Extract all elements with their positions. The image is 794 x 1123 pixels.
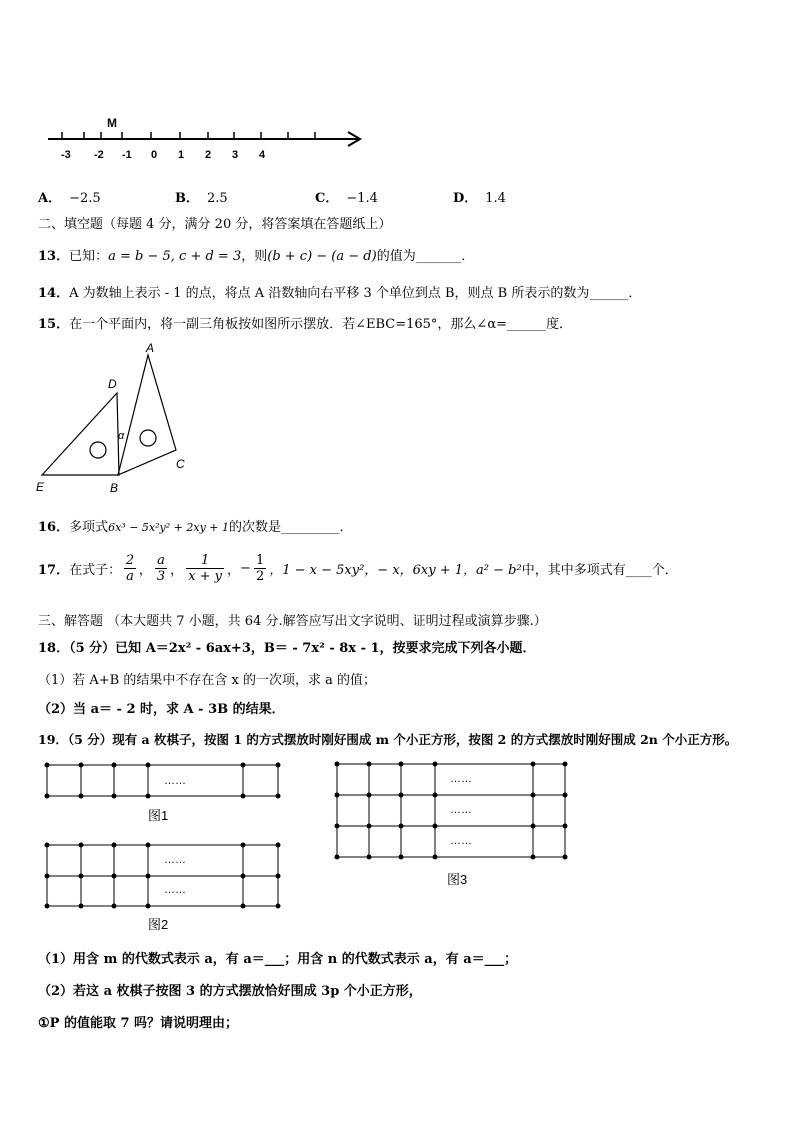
- question-19-part1: （1）用含 m 的代数式表示 a，有 a＝___；用含 n 的代数式表示 a，有 a＝___；: [38, 952, 518, 967]
- svg-text:……: ……: [450, 835, 472, 847]
- svg-text:……: ……: [164, 854, 186, 866]
- svg-text:B: B: [110, 481, 119, 495]
- svg-text:C: C: [176, 457, 185, 471]
- tick-label: 0: [151, 149, 158, 161]
- question-19-part2: （2）若这 a 枚棋子按图 3 的方式摆放恰好围成 3p 个小正方形，: [38, 984, 422, 999]
- question-18: 18．（5 分）已知 A＝2x² - 6ax+3，B＝ - 7x² - 8x - 1，按要求完成下列各小题．: [38, 641, 536, 656]
- svg-text:A: A: [146, 341, 155, 355]
- figure-1-label: 图1: [148, 808, 169, 823]
- option-letter: A．: [38, 191, 62, 206]
- svg-text:……: ……: [450, 773, 472, 785]
- question-19: 19．（5 分）现有 a 枚棋子，按图 1 的方式摆放时刚好围成 m 个小正方形，按图 2 的方式摆放时刚好围成 2n 个小正方形。: [38, 732, 738, 747]
- svg-text:D: D: [108, 377, 117, 391]
- triangle-figure: [30, 338, 200, 498]
- section-heading-fill: 二、填空题（每题 4 分，满分 20 分，将答案填在答题纸上）: [38, 217, 392, 232]
- tick-label: 1: [178, 149, 185, 161]
- option-value: 1.4: [485, 191, 506, 206]
- option-value: −1.4: [346, 191, 378, 206]
- tick-label: 4: [259, 149, 266, 161]
- option-letter: B．: [175, 191, 199, 206]
- tick-label: -1: [122, 149, 132, 161]
- svg-text:……: ……: [164, 775, 186, 787]
- question-14: 14．A 为数轴上表示 - 1 的点，将点 A 沿数轴向右平移 3 个单位到点 B，则点 B 所表示的数为______．: [38, 286, 642, 301]
- svg-text:E: E: [36, 480, 45, 494]
- figure-2-label: 图2: [148, 917, 169, 932]
- svg-text:α: α: [118, 430, 125, 442]
- question-18-part2: （2）当 a＝ - 2 时，求 A - 3B 的结果．: [38, 702, 285, 717]
- svg-text:……: ……: [450, 804, 472, 816]
- tick-label: -3: [61, 149, 71, 161]
- grid-figure-2: [40, 838, 285, 938]
- svg-text:……: ……: [164, 884, 186, 896]
- grid-figure-3: [330, 757, 575, 892]
- question-16: 16．多项式6x³ − 5x²y² + 2xy + 1的次数是_________．: [38, 520, 353, 535]
- question-15: 15．在一个平面内，将一副三角板按如图所示摆放．若∠EBC=165°，那么∠α=______度．: [38, 317, 572, 332]
- tick-label: 2: [205, 149, 212, 161]
- tick-label: -2: [94, 149, 104, 161]
- question-18-part1: （1）若 A+B 的结果中不存在含 x 的一次项，求 a 的值；: [38, 673, 376, 688]
- option-value: −2.5: [69, 191, 101, 206]
- tick-label: 3: [232, 149, 239, 161]
- figure-3-label: 图3: [447, 872, 468, 887]
- option-letter: C．: [315, 191, 339, 206]
- option-letter: D．: [453, 191, 478, 206]
- grid-figure-1: [40, 758, 285, 828]
- question-13: 13．已知：a = b − 5, c + d = 3，则(b + c) − (a − d)的值为_______．: [38, 249, 475, 264]
- number-line: [40, 110, 380, 165]
- question-19-sub1: ①P 的值能取 7 吗？请说明理由；: [38, 1016, 239, 1031]
- point-m-label: M: [107, 116, 117, 130]
- question-17: 17． 在式子： 2 a ， a 3 ， 1 x + y ， − $\frac{1}{2}$ ，1 − x − 5xy²，− x，6xy + 1，a² − b² 中，其中多项式有____个．: [38, 553, 678, 584]
- section-heading-solve: 三、解答题 （本大题共 7 小题，共 64 分.解答应写出文字说明、证明过程或演算步骤.）: [38, 614, 547, 629]
- option-value: 2.5: [207, 191, 228, 206]
